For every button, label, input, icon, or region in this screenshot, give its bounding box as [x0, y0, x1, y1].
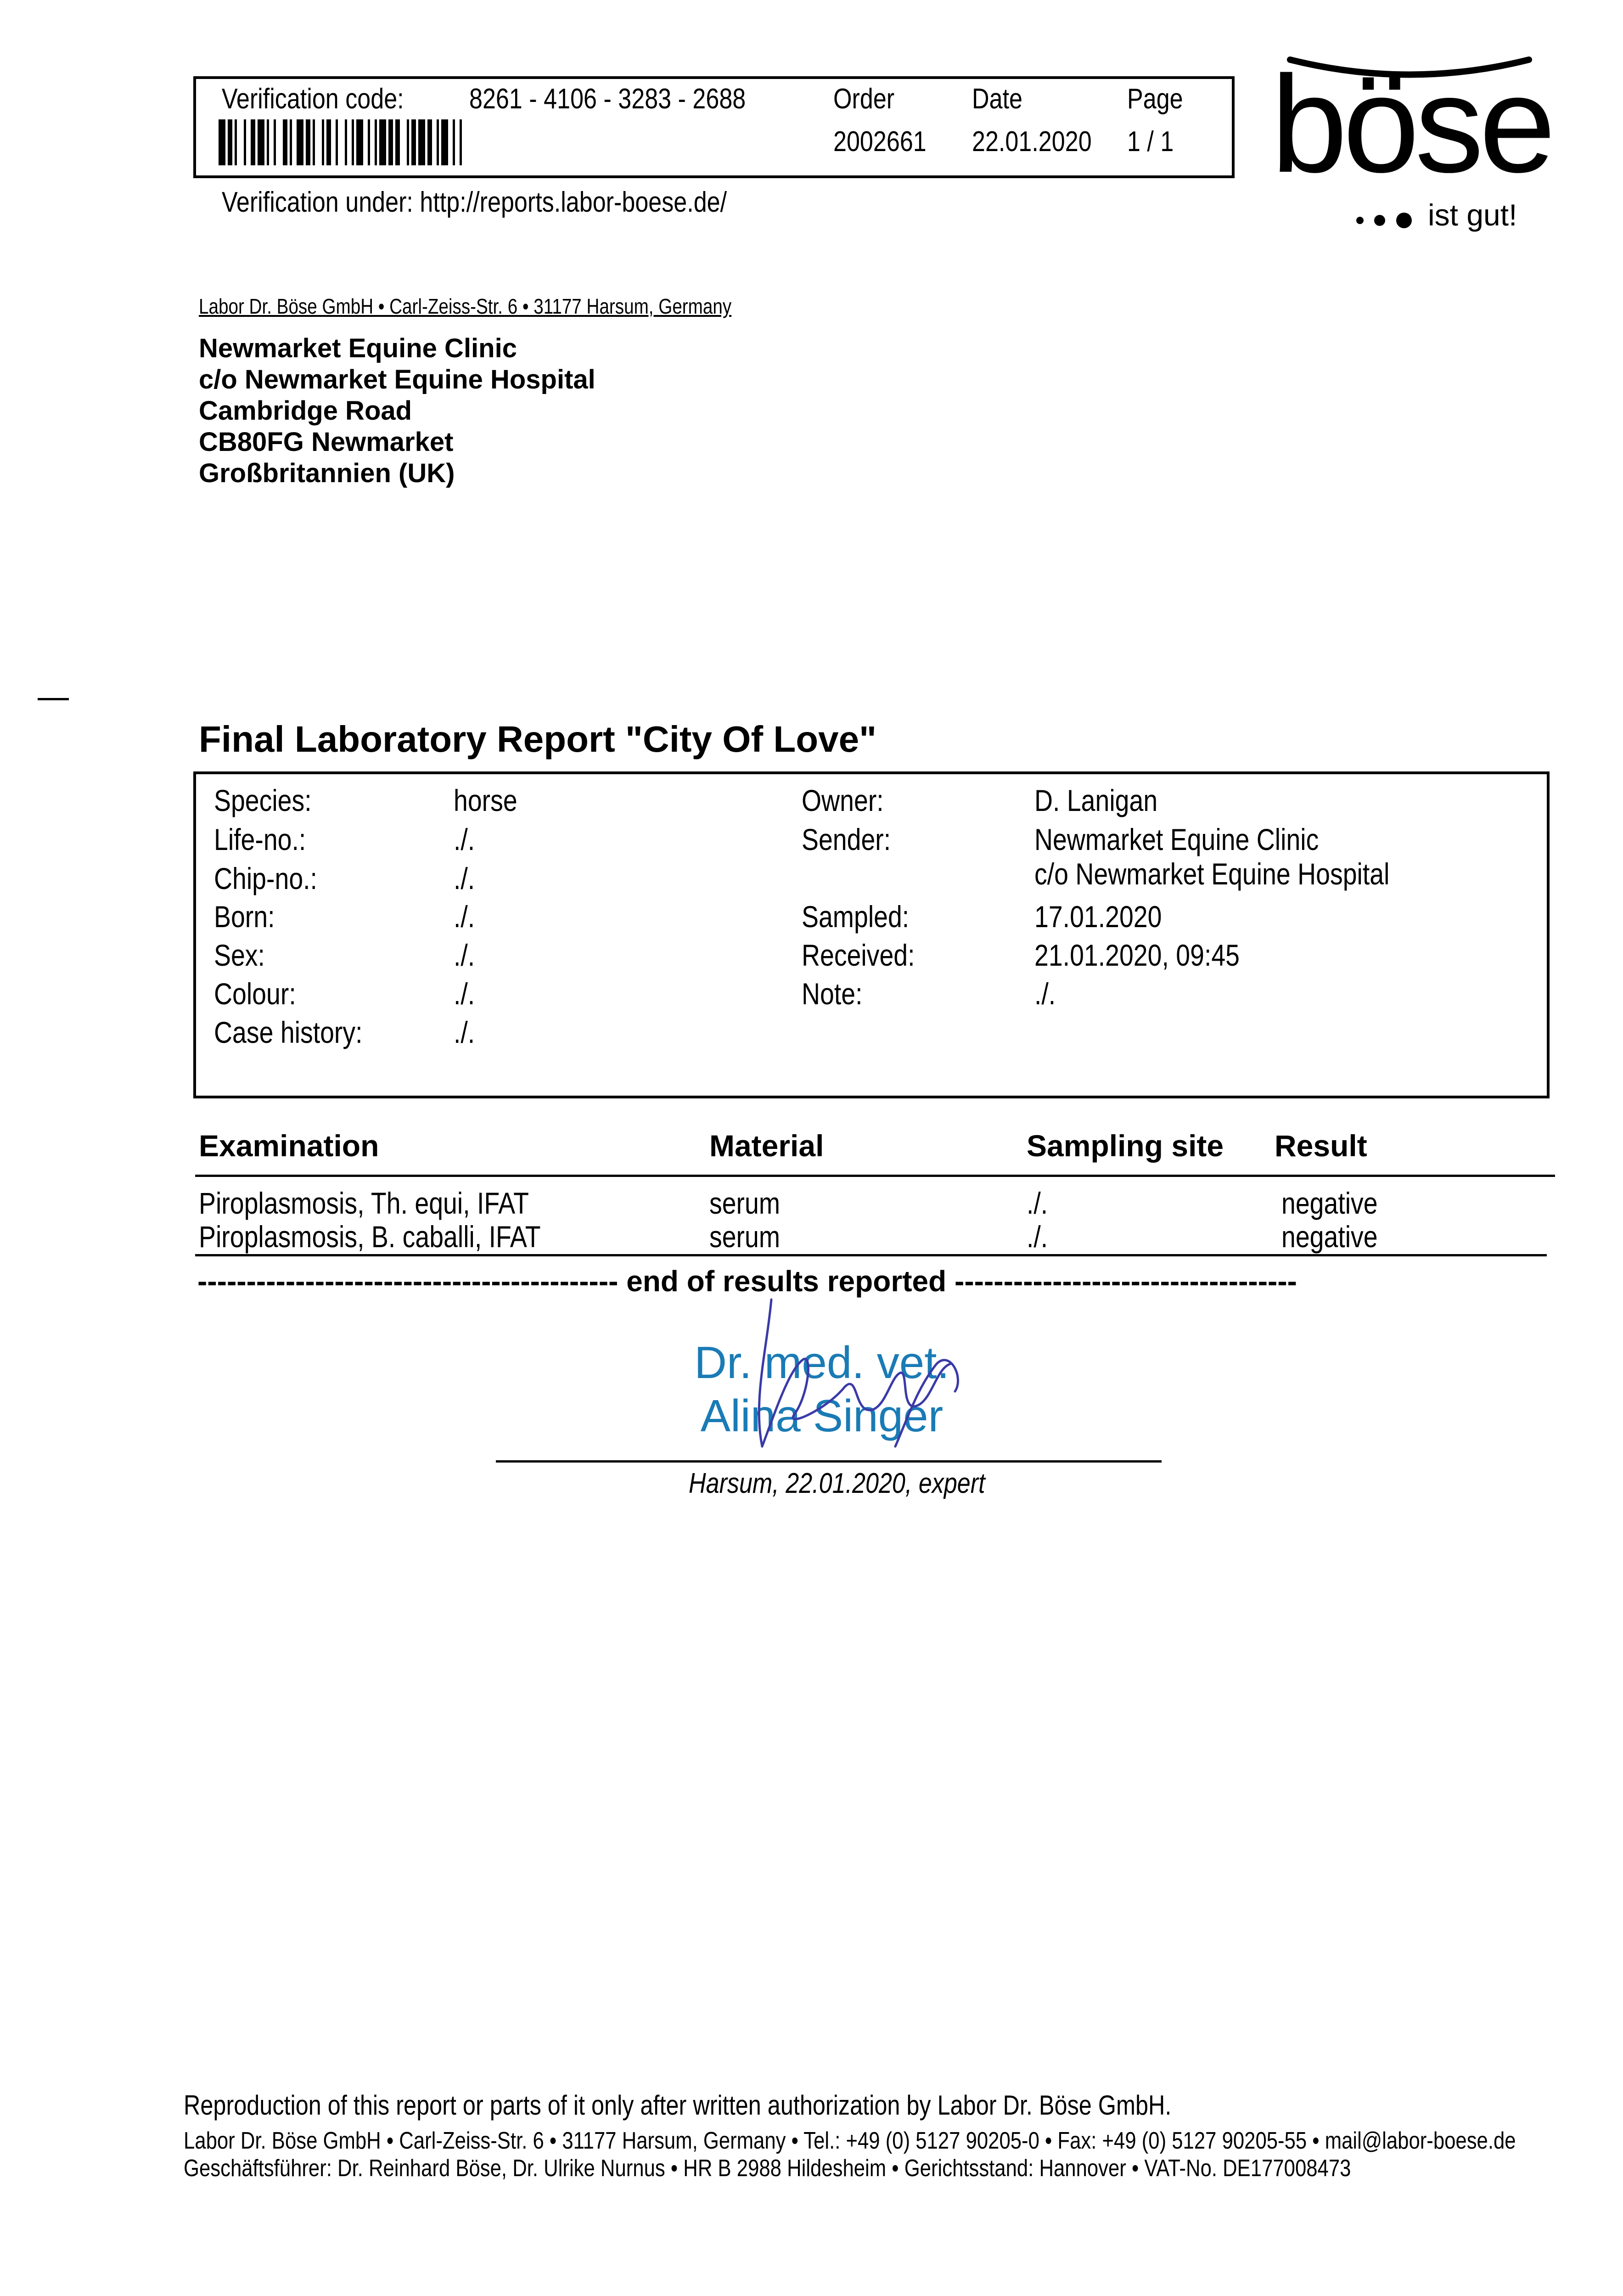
case-history-value: ./. — [454, 1015, 475, 1049]
fold-mark — [38, 698, 69, 700]
sender-value-line-1: Newmarket Equine Clinic — [1034, 822, 1319, 856]
colour-label: Colour: — [214, 977, 296, 1011]
reproduction-notice: Reproduction of this report or parts of it only after written authorization by Labor Dr. Böse GmbH. — [184, 2090, 1172, 2121]
verification-url: Verification under: http://reports.labor-boese.de/ — [222, 186, 727, 218]
life-no-label: Life-no.: — [214, 822, 306, 856]
sender-label: Sender: — [802, 822, 891, 856]
note-label: Note: — [802, 977, 863, 1011]
examination-header: Examination — [199, 1129, 379, 1163]
sender-value-line-2: c/o Newmarket Equine Hospital — [1034, 857, 1390, 891]
stamp-name: Alina Singer — [700, 1390, 943, 1441]
case-history-label: Case history: — [214, 1015, 363, 1049]
examination-cell: Piroplasmosis, Th. equi, IFAT — [199, 1186, 529, 1220]
recipient-line-5: Großbritannien (UK) — [199, 458, 455, 488]
material-cell: serum — [709, 1186, 781, 1220]
handwritten-signature-icon — [735, 1295, 973, 1460]
page-label: Page — [1127, 83, 1183, 115]
species-value: horse — [454, 783, 517, 817]
material-cell: serum — [709, 1220, 781, 1254]
chip-no-value: ./. — [454, 861, 475, 895]
recipient-line-3: Cambridge Road — [199, 396, 412, 426]
sampling-site-header: Sampling site — [1027, 1129, 1224, 1163]
result-cell: negative — [1281, 1220, 1378, 1254]
born-value: ./. — [454, 900, 475, 934]
species-label: Species: — [214, 783, 312, 817]
verification-label: Verification code: — [222, 83, 404, 115]
sampled-label: Sampled: — [802, 900, 910, 934]
signature-caption: Harsum, 22.01.2020, expert — [689, 1468, 985, 1499]
life-no-value: ./. — [454, 822, 475, 856]
recipient-line-1: Newmarket Equine Clinic — [199, 333, 517, 363]
material-header: Material — [709, 1129, 824, 1163]
chip-no-label: Chip-no.: — [214, 861, 317, 895]
stamp-title: Dr. med. vet. — [694, 1337, 949, 1388]
patient-info-box — [193, 771, 1550, 1098]
owner-value: D. Lanigan — [1034, 783, 1158, 817]
note-value: ./. — [1034, 977, 1056, 1011]
recipient-line-4: CB80FG Newmarket — [199, 427, 454, 457]
sex-value: ./. — [454, 938, 475, 972]
owner-label: Owner: — [802, 783, 884, 817]
received-label: Received: — [802, 938, 915, 972]
logo-smile-icon — [1281, 51, 1538, 92]
logo-dots-icon — [1354, 209, 1419, 232]
born-label: Born: — [214, 900, 275, 934]
sender-return-line: Labor Dr. Böse GmbH • Carl-Zeiss-Str. 6 • 31177 Harsum, Germany — [199, 294, 732, 318]
sampling-site-cell: ./. — [1027, 1220, 1048, 1254]
recipient-line-2: c/o Newmarket Equine Hospital — [199, 365, 595, 394]
sampling-site-cell: ./. — [1027, 1186, 1048, 1220]
result-header: Result — [1275, 1129, 1367, 1163]
date-label: Date — [972, 83, 1023, 115]
bose-logo: böse — [1271, 47, 1551, 201]
result-cell: negative — [1281, 1186, 1378, 1220]
received-value: 21.01.2020, 09:45 — [1034, 938, 1240, 972]
table-header-divider — [195, 1175, 1555, 1177]
examination-cell: Piroplasmosis, B. caballi, IFAT — [199, 1220, 541, 1254]
barcode-icon — [219, 119, 554, 165]
sex-label: Sex: — [214, 938, 265, 972]
order-label: Order — [833, 83, 895, 115]
colour-value: ./. — [454, 977, 475, 1011]
report-title: Final Laboratory Report "City Of Love" — [199, 719, 877, 760]
verification-code: 8261 - 4106 - 3283 - 2688 — [469, 83, 746, 115]
order-number: 2002661 — [833, 126, 927, 158]
footer-address: Labor Dr. Böse GmbH • Carl-Zeiss-Str. 6 • 31177 Harsum, Germany • Tel.: +49 (0) 5127 90205-0 • Fax: +49 (0) 5127 90205-55 • mail@labor-boese.de — [184, 2127, 1516, 2154]
sampled-value: 17.01.2020 — [1034, 900, 1162, 934]
end-of-results: ------------------------------------------- end of results reported ----------------------------------- — [197, 1265, 1297, 1298]
page-number: 1 / 1 — [1127, 126, 1174, 158]
footer-management: Geschäftsführer: Dr. Reinhard Böse, Dr. Ulrike Nurnus • HR B 2988 Hildesheim • Gerichtsstand: Hannover • VAT-No. DE177008473 — [184, 2155, 1351, 2182]
table-bottom-divider — [195, 1254, 1547, 1256]
report-date: 22.01.2020 — [972, 126, 1092, 158]
logo-tagline: ist gut! — [1428, 198, 1517, 232]
signature-line — [496, 1460, 1162, 1463]
